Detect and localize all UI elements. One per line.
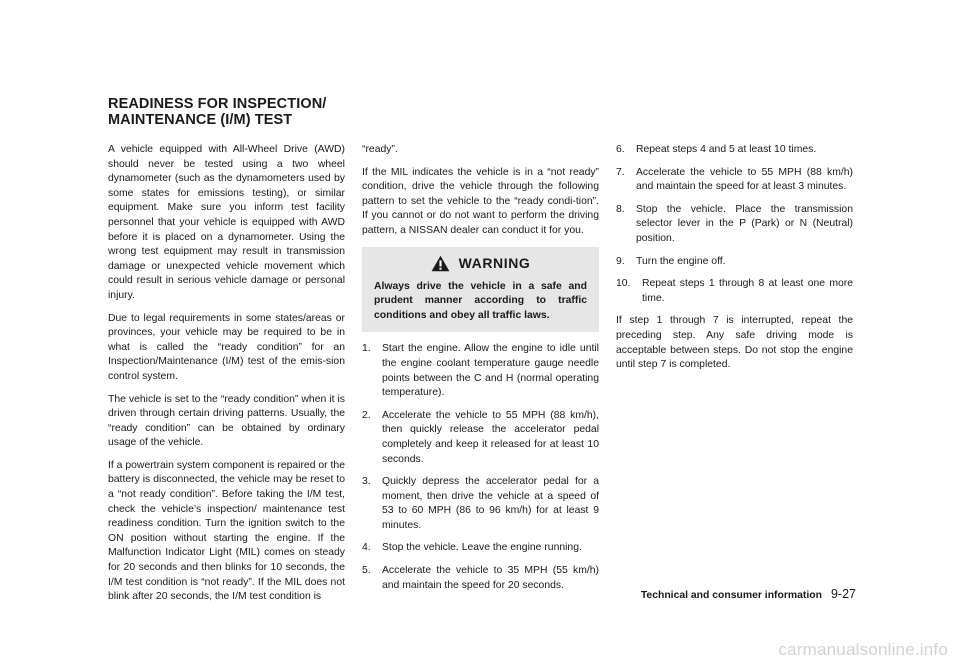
list-item <box>616 277 853 306</box>
warning-triangle-icon <box>431 255 450 272</box>
step-text: Stop the vehicle. Place the transmission selector lever in the P (Park) or N (Neutral) position. <box>636 203 853 244</box>
list-item <box>362 564 599 593</box>
warning-title: WARNING <box>458 254 531 271</box>
step-number: 7. <box>616 166 625 178</box>
driving-steps-list-2 <box>616 143 853 306</box>
paragraph-powertrain-reset: If a powertrain system component is repaired or the battery is disconnected, the vehicle may be reset to a “not ready condition”. Before taking the I/M test, check the vehicle’s inspection/ maintenance test readiness condition. Turn the ignition switch to the ON position without starting the engine. If the Malfunction Indicator Light (MIL) comes on steady for 20 seconds and then blinks for 10 seconds, the I/M test condition is “not ready”. If the MIL does not blink after 20 seconds, the I/M test condition is <box>108 459 345 603</box>
paragraph-ready-condition: The vehicle is set to the “ready condition” when it is driven through certain driving patterns. Usually, the “ready condition” can be obtained by ordinary usage of the vehicle. <box>108 393 345 449</box>
driving-steps-list-1 <box>362 342 599 593</box>
step-text: Quickly depress the accelerator pedal for a moment, then drive the vehicle at a speed of 53 to 60 MPH (86 to 96 km/h) for at least 9 minutes. <box>382 476 599 531</box>
section-heading-line-1: READINESS FOR INSPECTION/ <box>108 96 327 112</box>
step-number: 2. <box>362 409 371 421</box>
list-item <box>616 203 853 247</box>
section-heading <box>108 96 326 128</box>
step-text: Repeat steps 4 and 5 at least 10 times. <box>636 144 817 155</box>
paragraph-ready-continued: “ready”. <box>362 144 398 155</box>
list-item <box>362 541 599 556</box>
paragraph-awd-warning: A vehicle equipped with All-Wheel Drive (AWD) should never be tested using a two wheel dynamometer (such as the dynamometers used by some states for emissions testing), or similar equipment. Make sure you inform test facility personnel that your vehicle is equipped with AWD before it is placed on a dynamometer. Using the wrong test equipment may result in transmission damage or unexpected vehicle movement which could result in serious vehicle damage or personal injury. <box>108 144 345 301</box>
list-item <box>362 409 599 467</box>
warning-box <box>362 247 599 333</box>
step-number: 1. <box>362 343 371 355</box>
step-text: Repeat steps 1 through 8 at least one more time. <box>642 278 853 304</box>
column-3 <box>616 143 853 381</box>
step-text: Start the engine. Allow the engine to idle until the engine coolant temperature gauge needle points between the C and H (normal operating temperature). <box>382 343 599 399</box>
step-number: 6. <box>616 144 625 155</box>
page-footer <box>628 587 856 601</box>
column-2 <box>362 143 599 601</box>
step-text: Accelerate the vehicle to 35 MPH (55 km/h) and maintain the speed for 20 seconds. <box>382 565 599 591</box>
step-number: 10. <box>616 278 631 290</box>
page-number: 9-27 <box>830 587 856 601</box>
column-1 <box>108 143 345 613</box>
list-item <box>362 342 599 400</box>
step-number: 3. <box>362 476 371 488</box>
list-item <box>616 143 853 158</box>
section-heading-line-2: MAINTENANCE (I/M) TEST <box>108 112 293 128</box>
step-text: Turn the engine off. <box>636 255 726 267</box>
list-item <box>616 255 853 270</box>
step-number: 5. <box>362 565 371 577</box>
paragraph-not-ready-pattern: If the MIL indicates the vehicle is in a “not ready” condition, drive the vehicle through the following pattern to set the vehicle to the “ready condi-tion”. If you cannot or do not want to perform the driving pattern, a NISSAN dealer can conduct it for you. <box>362 166 599 236</box>
warning-header <box>374 255 587 272</box>
watermark: carmanualsonline.info <box>778 640 948 659</box>
list-item <box>362 475 599 533</box>
step-text: Accelerate the vehicle to 55 MPH (88 km/h), then quickly release the accelerator pedal completely and keep it released for at least 10 seconds. <box>382 409 599 465</box>
paragraph-legal-requirements: Due to legal requirements in some states/areas or provinces, your vehicle may be required to be in what is called the “ready condition” for an Inspection/Maintenance (I/M) test of the emis-sion control system. <box>108 312 345 382</box>
step-number: 9. <box>616 255 625 267</box>
step-text: Stop the vehicle. Leave the engine running. <box>382 542 582 554</box>
footer-section-title: Technical and consumer information <box>640 590 822 601</box>
warning-text: Always drive the vehicle in a safe and prudent manner according to traffic conditions and obey all traffic laws. <box>374 280 587 321</box>
list-item <box>616 166 853 195</box>
paragraph-interrupted: If step 1 through 7 is interrupted, repeat the preceding step. Any safe driving mode is acceptable between steps. Do not stop the engine until step 7 is completed. <box>616 315 853 371</box>
step-text: Accelerate the vehicle to 55 MPH (88 km/h) and maintain the speed for at least 3 minutes. <box>636 166 853 193</box>
step-number: 4. <box>362 542 371 554</box>
step-number: 8. <box>616 203 625 215</box>
